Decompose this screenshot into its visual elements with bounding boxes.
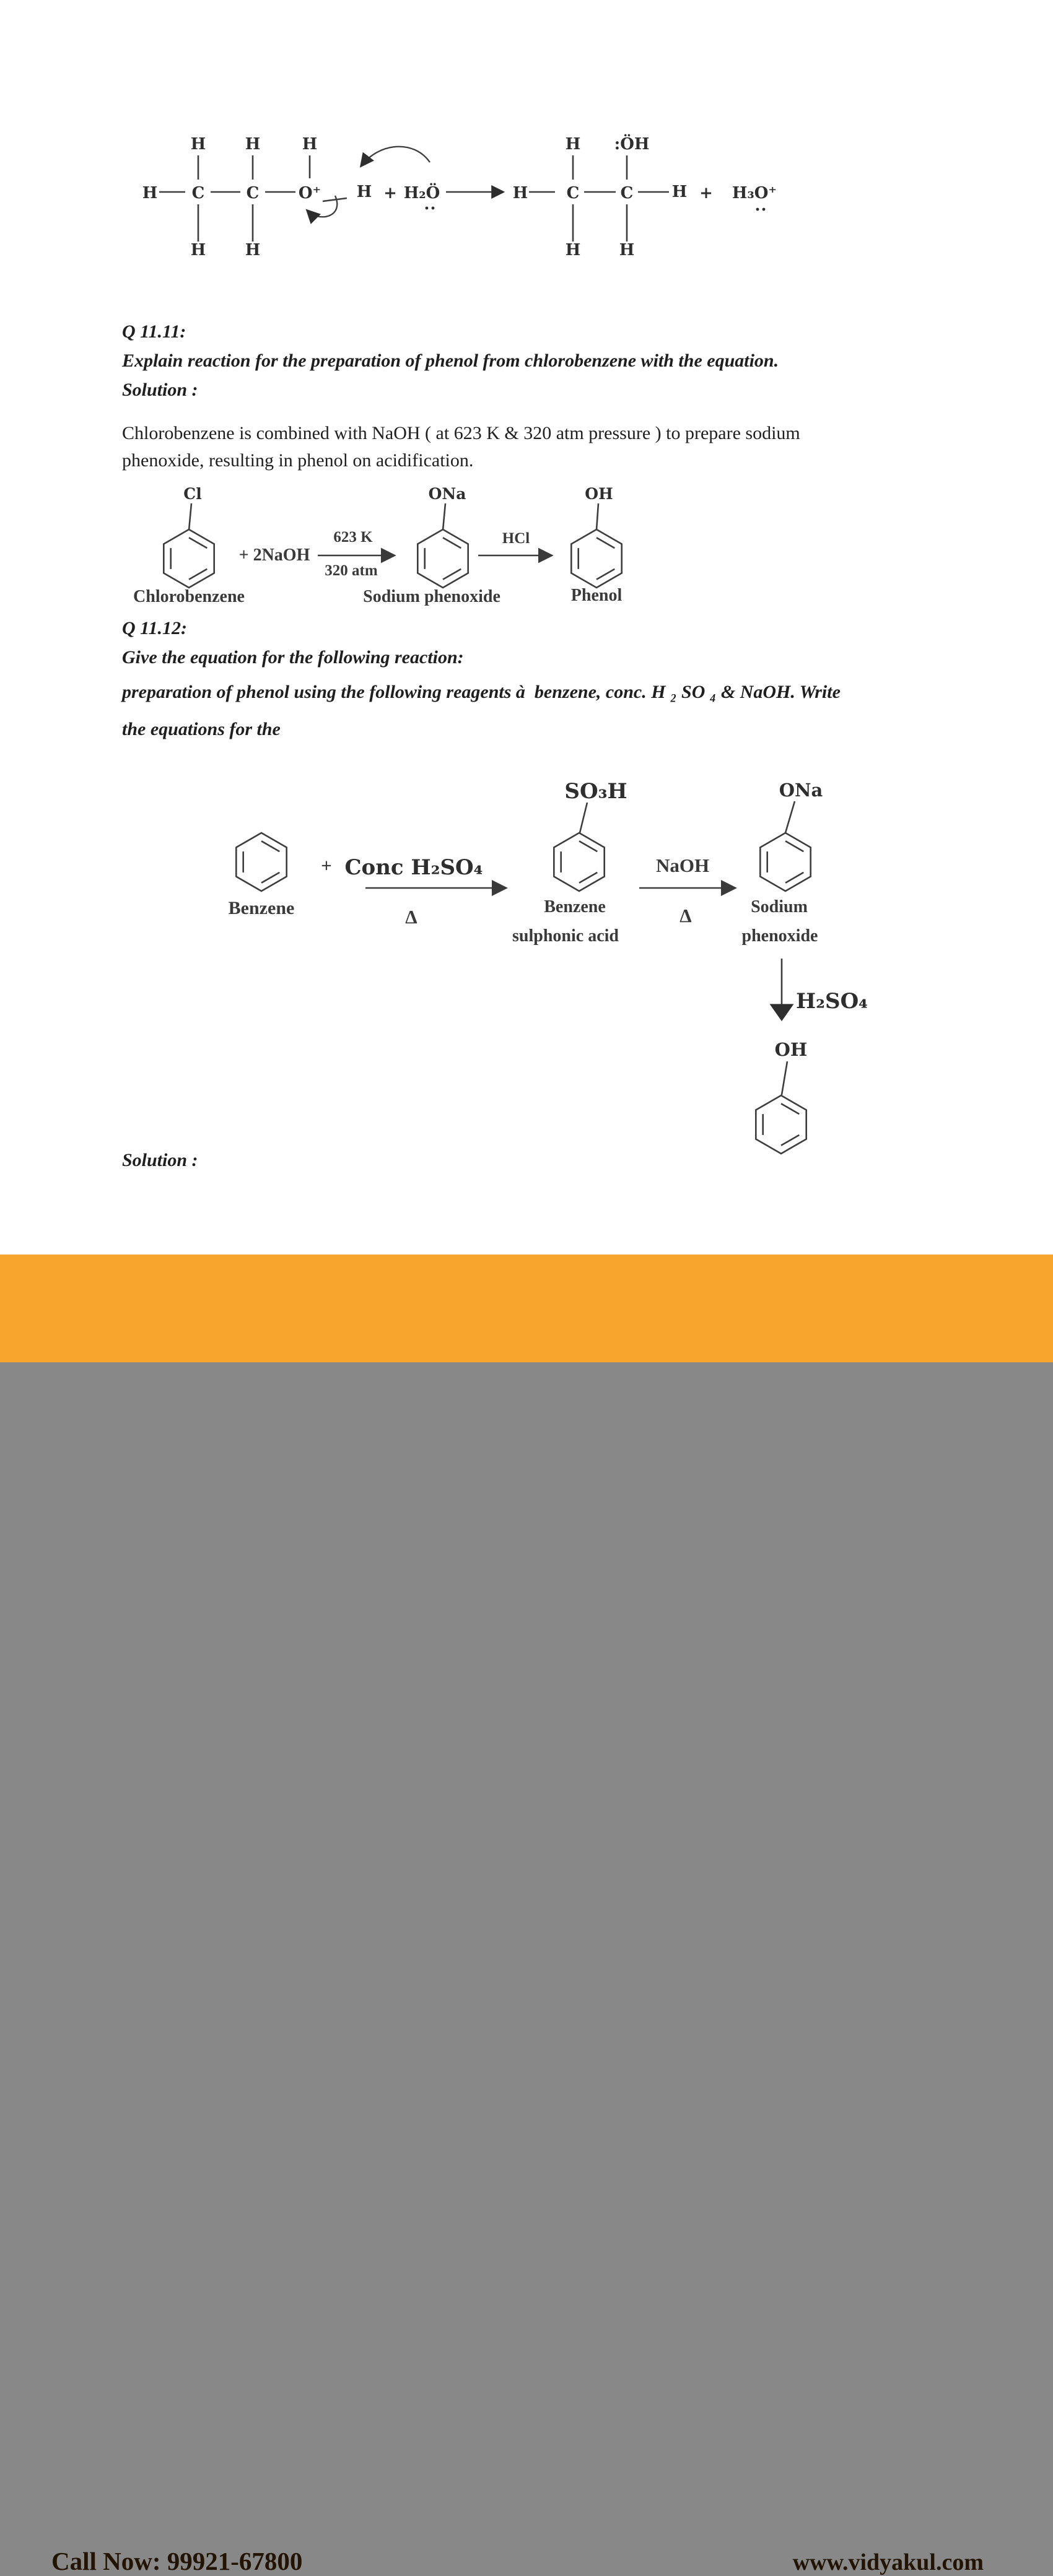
product-structure — [513, 134, 688, 259]
oh-label: OH — [585, 485, 613, 503]
solution-text-line: Chlorobenzene is combined with NaOH ( at 623 K & 320 atm pressure ) to prepare sodium — [122, 423, 800, 443]
compound-name-line: sulphonic acid — [512, 926, 619, 946]
solution-label: Solution : — [122, 1150, 198, 1170]
compound-name-line: Sodium — [751, 897, 808, 916]
h2so4-label: H₂SO₄ — [796, 989, 868, 1014]
bonds — [529, 155, 669, 242]
footer-website: www.vidyakul.com — [792, 2549, 984, 2575]
chlorobenzene-reaction-diagram — [87, 471, 669, 613]
lone-pair-dot — [762, 208, 766, 211]
atom-label-c: C — [246, 184, 260, 202]
atom-label-c: C — [620, 184, 634, 202]
compound-name: Sodium phenoxide — [363, 587, 500, 606]
hcl-arrow — [478, 530, 551, 555]
question-prompt-line: the equations for the — [122, 719, 281, 739]
hydronium-ion — [732, 184, 777, 211]
oh-label: OH — [774, 1039, 808, 1060]
question-prompt-line: preparation of phenol using the following reagents à benzene, conc. H ₂ SO ₄ & NaOH. Write — [122, 682, 841, 702]
atom-label-c: C — [566, 184, 580, 202]
curved-electron-arrow — [361, 147, 430, 166]
footer-phone: Call Now: 99921-67800 — [51, 2547, 303, 2575]
reactant-structure — [142, 135, 372, 259]
benzene-ring — [236, 833, 286, 891]
ona-label: ONa — [779, 780, 823, 801]
compound-name: Benzene — [228, 898, 295, 918]
atom-label-h: H — [142, 184, 158, 202]
sodium-phenoxide-structure — [363, 485, 500, 606]
bond — [785, 801, 795, 833]
compound-name-line: Benzene — [544, 897, 606, 916]
chlorobenzene-structure — [133, 485, 245, 606]
atom-label-h: H — [190, 135, 206, 154]
benzene-sulphonic-acid-structure — [512, 779, 627, 946]
sulphonation-arrow — [344, 855, 505, 928]
solution-text-line: phenoxide, resulting in phenol on acidification. — [122, 450, 474, 471]
question-prompt-line: Give the equation for the following reaction: — [122, 647, 464, 668]
benzene-ring — [756, 1095, 806, 1154]
sodium-phenoxide-structure — [742, 780, 823, 946]
benzene-ring — [760, 833, 810, 891]
solution-label: Solution : — [122, 380, 198, 400]
hcl-label: HCl — [502, 530, 530, 547]
phenol-structure — [756, 1039, 807, 1154]
atom-label-c: C — [191, 184, 205, 202]
reagent-label: + 2NaOH — [238, 546, 310, 565]
so3h-label: SO₃H — [564, 779, 627, 804]
atom-label-h: H — [512, 184, 528, 202]
condition-top: 623 K — [333, 529, 373, 546]
bond — [443, 503, 445, 530]
benzene-sulphonation-diagram — [149, 743, 880, 1177]
condition-bottom: 320 atm — [325, 562, 378, 579]
benzene-ring — [164, 529, 214, 588]
atom-label-h: H — [565, 241, 581, 259]
atom-label-h: H — [356, 183, 372, 201]
naoh-label: NaOH — [655, 855, 710, 876]
ona-label: ONa — [428, 485, 466, 503]
atom-label-h: H — [245, 135, 261, 154]
atom-label-h: H — [671, 183, 688, 201]
atom-label-h: H — [302, 135, 318, 154]
lone-pair-dot — [426, 207, 429, 210]
atom-label-o-plus: O⁺ — [298, 184, 321, 202]
phenol-structure — [571, 485, 623, 605]
hydronium-label: H₃O⁺ — [732, 184, 777, 202]
bond — [596, 503, 598, 530]
lone-pair-dot — [756, 208, 759, 211]
question-title: Q 11.11: — [122, 321, 186, 342]
compound-name: Chlorobenzene — [133, 587, 245, 606]
acidification-arrow — [782, 959, 868, 1019]
atom-label-h: H — [190, 241, 206, 259]
bond — [580, 803, 587, 833]
cl-label: Cl — [183, 485, 202, 503]
atom-label-h: H — [565, 135, 581, 154]
atom-label-h: H — [619, 241, 635, 259]
water-label: H₂Ö — [403, 184, 440, 202]
delta-symbol: Δ — [679, 905, 692, 926]
benzene-ring — [571, 529, 621, 588]
mechanism-diagram — [93, 87, 880, 285]
plus-sign: + — [699, 184, 713, 202]
compound-name: Phenol — [570, 586, 623, 605]
delta-symbol: Δ — [405, 906, 417, 928]
compound-name-line: phenoxide — [741, 926, 818, 946]
benzene-ring — [417, 529, 468, 588]
benzene-structure — [229, 833, 295, 918]
bond — [189, 503, 191, 530]
naoh-arrow — [639, 855, 735, 926]
plus-sign: + — [321, 855, 332, 876]
condition-arrow — [318, 529, 394, 579]
reagent-label: Conc H₂SO₄ — [344, 855, 483, 880]
water-molecule — [404, 183, 440, 209]
benzene-ring — [554, 833, 604, 891]
hydroxyl-label: :ÖH — [614, 135, 650, 154]
bond — [782, 1061, 787, 1095]
lone-pair-dot — [432, 207, 435, 210]
question-prompt: Explain reaction for the preparation of phenol from chlorobenzene with the equation. — [122, 350, 779, 371]
atom-label-h: H — [245, 241, 261, 259]
plus-sign: + — [383, 184, 397, 202]
footer-bar — [0, 1255, 1053, 2575]
question-title: Q 11.12: — [122, 618, 187, 638]
